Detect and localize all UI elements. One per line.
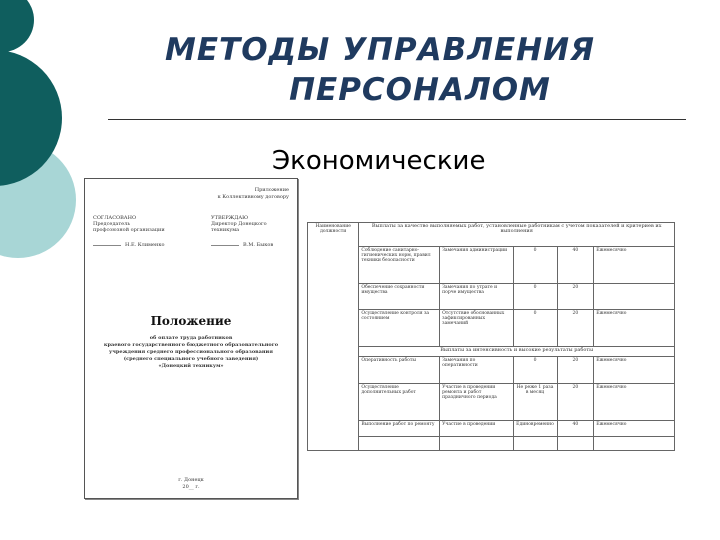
table-cell: 20 (557, 283, 594, 310)
table-row (308, 437, 675, 451)
document-body-line: краевого государственного бюджетного образовательного (103, 342, 279, 348)
table-cell: 0 (513, 357, 557, 384)
table-cell: Замечания администрации (440, 247, 513, 284)
left-signatory: Н.Е. Клименко (125, 242, 165, 248)
table-row (308, 420, 675, 436)
table-cell: Ежемесячно (594, 420, 675, 436)
document-scan (84, 178, 298, 499)
table-row (308, 383, 675, 420)
table-cell: Единовременно (513, 420, 557, 436)
signature-line (93, 245, 121, 246)
table-cell: 0 (513, 310, 557, 347)
document-body-line: (среднего специального учебного заведения) (123, 356, 259, 362)
table-cell: Ежемесячно (594, 357, 675, 384)
table-cell: 20 (557, 383, 594, 420)
right-block-line: техникума (211, 227, 240, 233)
table-cell: Ежемесячно (594, 247, 675, 284)
table-cell (594, 283, 675, 310)
document-body-line: учреждения среднего профессионального образования (109, 349, 273, 355)
right-block-line: УТВЕРЖДАЮ (211, 215, 249, 221)
table-cell: 20 (557, 357, 594, 384)
table-cell (594, 437, 675, 451)
table-cell: Осуществление контроля за состоянием (359, 310, 440, 347)
slide-subtitle: Экономические (272, 146, 486, 176)
slide-title-line-2: ПЕРСОНАЛОМ (289, 72, 551, 108)
signature-line (211, 245, 239, 246)
document-footer-line: г. Донецк (178, 477, 204, 483)
table-cell: Замечания по утрате и порче имущества (440, 283, 513, 310)
table-cell: Не реже 1 раза в месяц (513, 383, 557, 420)
table-cell: 40 (557, 247, 594, 284)
right-block-line: Директор Донецкого (211, 221, 267, 227)
table-cell (359, 437, 440, 451)
table-cell: Наименование должности (308, 223, 359, 451)
table-cell (557, 437, 594, 451)
table-cell: Оперативность работы (359, 357, 440, 384)
table-cell: Ежемесячно (594, 310, 675, 347)
table-cell: Соблюдение санитарно-гигиенических норм, правил техники безопасности (359, 247, 440, 284)
table-row (308, 247, 675, 284)
table-cell: Участие в проведении (440, 420, 513, 436)
table-cell: 0 (513, 247, 557, 284)
table-cell: Выплаты за интенсивность и высокие результаты работы (359, 347, 675, 357)
table-cell: Выполнение работ по ремонту (359, 420, 440, 436)
slide-title-line-1: МЕТОДЫ УПРАВЛЕНИЯ (165, 32, 595, 68)
left-block-line: профсоюзной организации (93, 227, 165, 233)
table-cell: 0 (513, 283, 557, 310)
top-circle-shape (0, 0, 34, 52)
approved-line: к Коллективному договору (217, 194, 289, 200)
table-cell: Замечания по оперативности (440, 357, 513, 384)
table-cell: Обеспечение сохранности имущества (359, 283, 440, 310)
document-heading: Положение (150, 314, 232, 328)
right-signatory: В.М. Быков (243, 242, 274, 248)
title-divider (108, 119, 686, 120)
table-row (308, 310, 675, 347)
approved-line: Приложение (254, 187, 289, 193)
table-cell (440, 437, 513, 451)
document-footer-line: 20__ г. (182, 484, 200, 490)
table-cell: 20 (557, 310, 594, 347)
table-cell: Ежемесячно (594, 383, 675, 420)
decorative-circles (0, 0, 90, 540)
document-body-line: об оплате труда работников (149, 335, 233, 341)
table-cell: Осуществление дополнительных работ (359, 383, 440, 420)
left-block-line: Председатель (93, 221, 131, 227)
table-scan (307, 222, 675, 451)
left-block-line: СОГЛАСОВАНО (93, 215, 137, 221)
table-cell: Выплаты за качество выполняемых работ, установленные работникам с учетом показателей и критериев их выполнения (359, 223, 675, 247)
table-cell (513, 437, 557, 451)
document-body-line: «Донецкий техникум» (158, 363, 224, 369)
table-cell: Участие в проведении ремонта и работ праздничного периода (440, 383, 513, 420)
table-row (308, 283, 675, 310)
table-cell: 40 (557, 420, 594, 436)
table-header-row (308, 223, 675, 247)
table-row (308, 357, 675, 384)
table-cell: Отсутствие обоснованных зафиксированных замечаний (440, 310, 513, 347)
table-section-row (308, 347, 675, 357)
